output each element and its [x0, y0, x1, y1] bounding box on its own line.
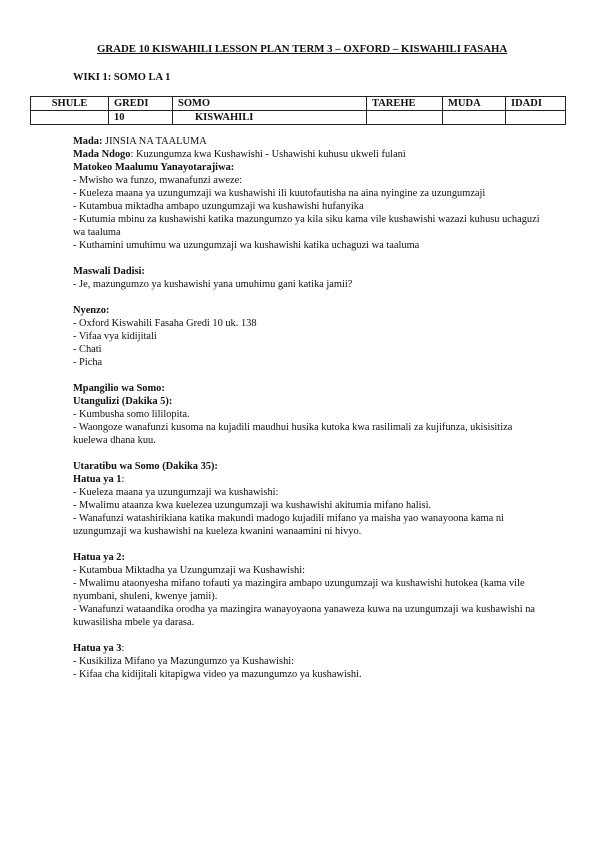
list-item: - Mwalimu ataanza kwa kuelezea uzungumzaji wa kushawishi akitumia mifano halisi.	[73, 500, 432, 511]
cell-shule	[31, 111, 109, 125]
list-item: - Wanafunzi watashirikiana katika makundi madogo kujadili mifano ya maisha yao wanayoona kama ni uzungumzaji wa kushawishi na kueleza kwanini wanaamini ni hivyo.	[73, 513, 504, 537]
lesson-content	[73, 135, 543, 681]
mpangilio-heading: Mpangilio wa Somo:	[73, 383, 165, 394]
matokeo-intro: - Mwisho wa funzo, mwanafunzi aweze:	[73, 175, 243, 186]
list-item: - Kifaa cha kidijitali kitapigwa video ya mazungumzo ya kushawishi.	[73, 669, 362, 680]
cell-tarehe	[367, 111, 443, 125]
lesson-info-table	[30, 96, 566, 125]
list-item: - Kueleza maana ya uzungumzaji wa kushawishi ili kuutofautisha na aina nyingine za uzungumzaji	[73, 188, 486, 199]
hatua1-heading: Hatua ya 1	[73, 474, 122, 485]
list-item: - Waongoze wanafunzi kusoma na kujadili maudhui husika kutoka kwa rasilimali za kujifunza, ukisisitiza kuelewa dhana kuu.	[73, 422, 513, 446]
list-item: - Wanafunzi wataandika orodha ya mazingira wanayoyaona yanaweza kuwa na uzungumzaji wa kushawishi na kuwasilisha mbele ya darasa.	[73, 604, 536, 628]
hatua3-heading: Hatua ya 3	[73, 643, 122, 654]
list-item: - Kueleza maana ya uzungumzaji wa kushawishi:	[73, 487, 279, 498]
cell-muda	[443, 111, 506, 125]
mada-line	[73, 135, 543, 148]
hatua2-heading: Hatua ya 2:	[73, 552, 125, 563]
header-idadi: IDADI	[506, 97, 566, 111]
week-heading: WIKI 1: SOMO LA 1	[73, 72, 171, 83]
table-row	[31, 111, 566, 125]
header-shule: SHULE	[31, 97, 109, 111]
hatua3-suffix: :	[121, 643, 125, 654]
hatua1-suffix: :	[121, 474, 125, 485]
mada-ndogo-label: Mada Ndogo	[73, 149, 131, 160]
mada-label: Mada:	[73, 136, 103, 147]
table-header-row	[31, 97, 566, 111]
list-item: - Mwalimu ataonyesha mifano tofauti ya mazingira ambapo uzungumzaji wa kushawishi hutokea (kama vile nyumbani, shuleni, kwenye jamii).	[73, 578, 525, 602]
utaratibu-heading: Utaratibu wa Somo (Dakika 35):	[73, 461, 218, 472]
page-title: GRADE 10 KISWAHILI LESSON PLAN TERM 3 – OXFORD – KISWAHILI FASAHA	[97, 43, 508, 55]
list-item: - Je, mazungumzo ya kushawishi yana umuhimu gani katika jamii?	[73, 279, 353, 290]
utangulizi-heading: Utangulizi (Dakika 5):	[73, 396, 173, 407]
cell-idadi	[506, 111, 566, 125]
matokeo-heading: Matokeo Maalumu Yanayotarajiwa:	[73, 162, 235, 173]
list-item: - Kuthamini umuhimu wa uzungumzaji wa kushawishi katika uchaguzi wa taaluma	[73, 240, 420, 251]
list-item: - Chati	[73, 344, 102, 355]
mada-value: JINSIA NA TAALUMA	[102, 136, 207, 147]
header-gredi: GREDI	[109, 97, 173, 111]
header-somo: SOMO	[173, 97, 367, 111]
list-item: - Oxford Kiswahili Fasaha Gredi 10 uk. 138	[73, 318, 257, 329]
mada-ndogo-line	[73, 148, 543, 161]
hatua3-line	[73, 642, 543, 655]
list-item: - Kutumia mbinu za kushawishi katika mazungumzo ya kila siku kama vile kushawishi wazazi kuhusu uchaguzi wa taaluma	[73, 214, 540, 238]
cell-somo: KISWAHILI	[173, 111, 367, 125]
nyenzo-heading: Nyenzo:	[73, 305, 110, 316]
list-item: - Kumbusha somo lililopita.	[73, 409, 190, 420]
list-item: - Picha	[73, 357, 103, 368]
maswali-heading: Maswali Dadisi:	[73, 266, 145, 277]
header-muda: MUDA	[443, 97, 506, 111]
hatua1-line	[73, 473, 543, 486]
header-tarehe: TAREHE	[367, 97, 443, 111]
mada-ndogo-value: : Kuzungumza kwa Kushawishi - Ushawishi kuhusu ukweli fulani	[130, 149, 406, 160]
list-item: - Kutambua miktadha ambapo uzungumzaji wa kushawishi hufanyika	[73, 201, 364, 212]
list-item: - Kutambua Miktadha ya Uzungumzaji wa Kushawishi:	[73, 565, 306, 576]
list-item: - Kusikiliza Mifano ya Mazungumzo ya Kushawishi:	[73, 656, 295, 667]
list-item: - Vifaa vya kidijitali	[73, 331, 157, 342]
cell-gredi: 10	[109, 111, 173, 125]
